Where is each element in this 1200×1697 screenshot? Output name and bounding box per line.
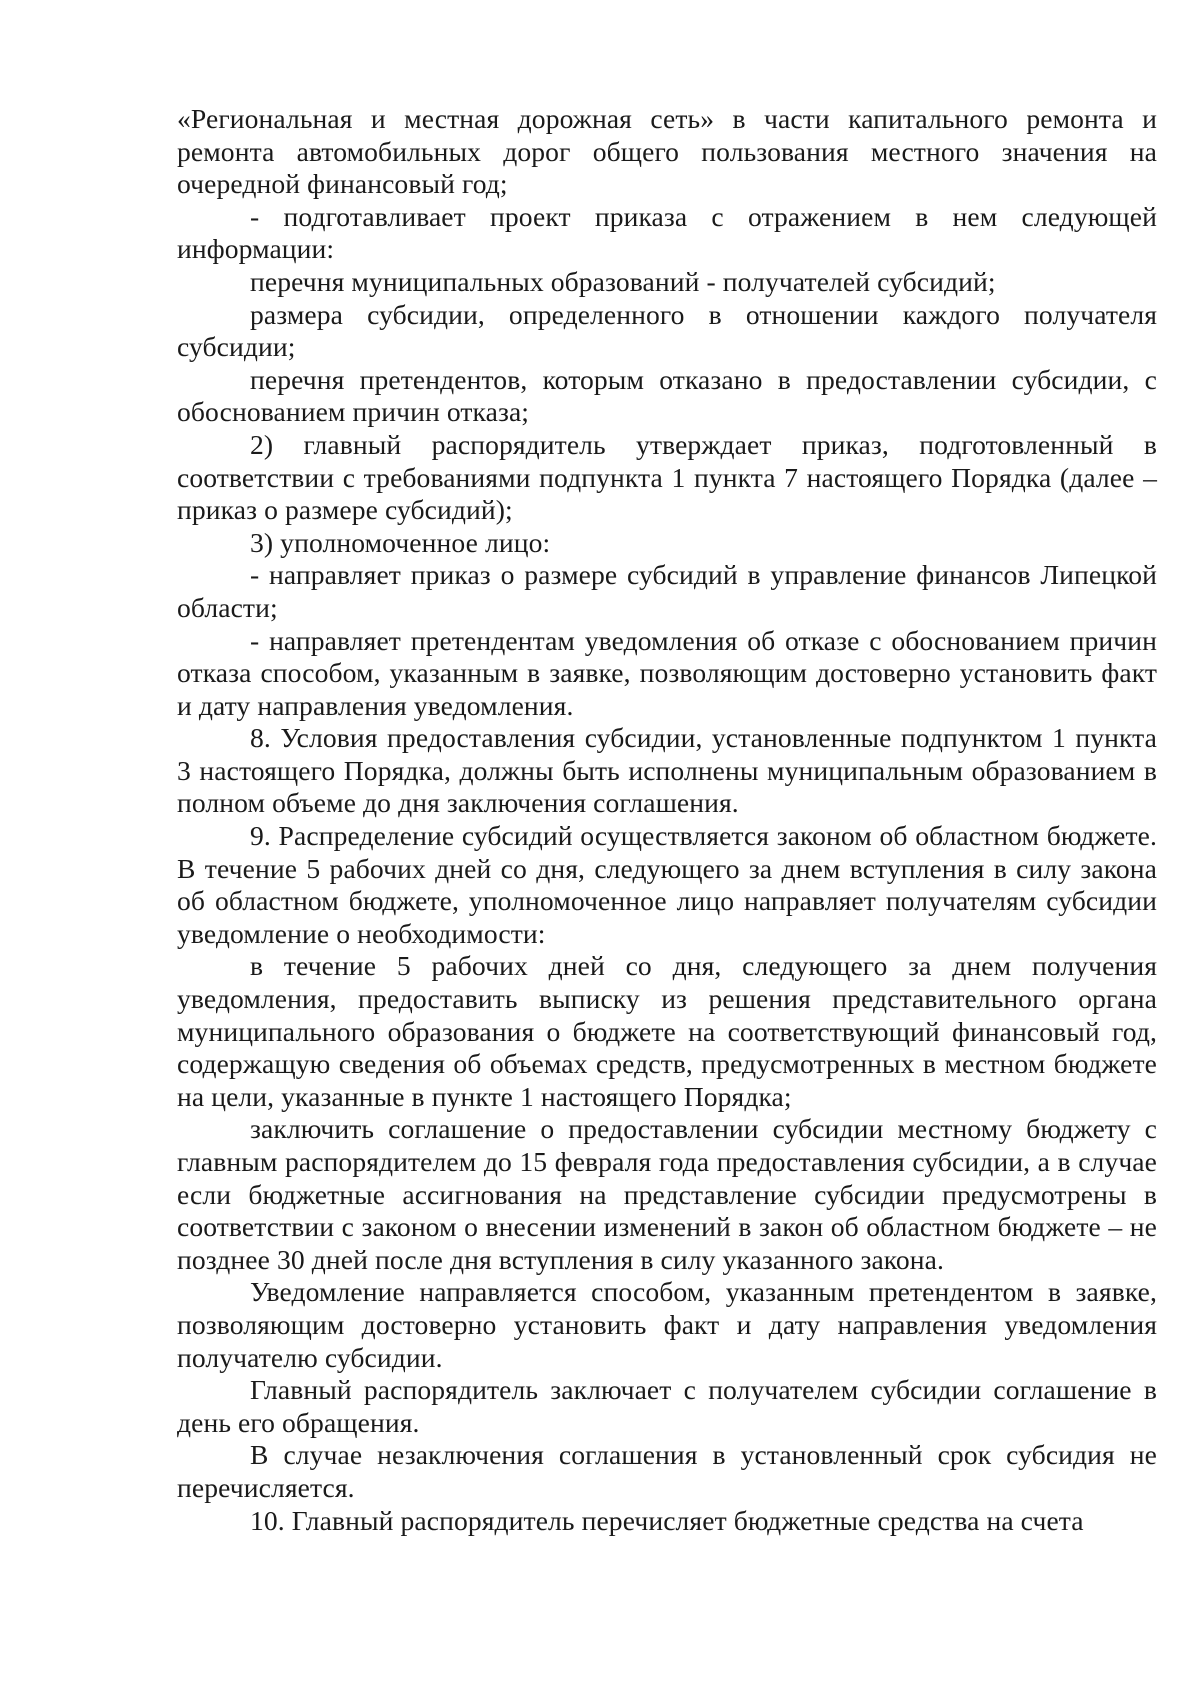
paragraph-agreement-day: Главный распорядитель заключает с получателем субсидии соглашение в день его обращения.	[177, 1374, 1157, 1438]
paragraph-subsidy-size: размера субсидии, определенного в отношении каждого получателя субсидии;	[177, 298, 1157, 363]
paragraph-clause-9: 9. Распределение субсидий осуществляется законом об областном бюджете. В течение 5 рабочих дней со дня, следующего за днем вступления в силу закона об областном бюджете, уполномоченное лицо направляет получателям субсидии уведомление о необходимости:	[177, 820, 1157, 949]
paragraph-notification-method: Уведомление направляется способом, указанным претендентом в заявке, позволяющим достоверно установить факт и дату направления уведомления получателю субсидии.	[177, 1276, 1157, 1373]
paragraph-item-3: 3) уполномоченное лицо:	[250, 526, 551, 558]
paragraph-clause-10: 10. Главный распорядитель перечисляет бюджетные средства на счета	[250, 1504, 1084, 1536]
paragraph-refused-applicants: перечня претендентов, которым отказано в предоставлении субсидии, с обоснованием причин отказа;	[177, 363, 1157, 428]
paragraph-sends-refusals: - направляет претендентам уведомления об отказе с обоснованием причин отказа способом, указанным в заявке, позволяющим достоверно установить факт и дату направления уведомления.	[177, 624, 1157, 721]
paragraph-item-2: 2) главный распорядитель утверждает приказ, подготовленный в соответствии с требованиями подпункта 1 пункта 7 настоящего Порядка (далее – приказ о размере субсидий);	[177, 428, 1157, 526]
paragraph-no-transfer: В случае незаключения соглашения в установленный срок субсидия не перечисляется.	[177, 1439, 1157, 1503]
paragraph-prepares-draft: - подготавливает проект приказа с отражением в нем следующей информации:	[177, 200, 1157, 265]
paragraph-provide-extract: в течение 5 рабочих дней со дня, следующего за днем получения уведомления, предоставить выписку из решения представительного органа муниципального образования о бюджете на соответствующий финансовый год, содержащую сведения об объемах средств, предусмотренных в местном бюджете на цели, указанные в пункте 1 настоящего Порядка;	[177, 950, 1157, 1112]
paragraph-clause-8: 8. Условия предоставления субсидии, установленные подпунктом 1 пункта 3 настоящего Порядка, должны быть исполнены муниципальным образованием в полном объеме до дня заключения соглашения.	[177, 722, 1157, 819]
paragraph-sends-order: - направляет приказ о размере субсидий в управление финансов Липецкой области;	[177, 559, 1157, 623]
paragraph-continuation: «Региональная и местная дорожная сеть» в части капитального ремонта и ремонта автомобильных дорог общего пользования местного значения на очередной финансовый год;	[177, 103, 1157, 200]
paragraph-list-municipalities: перечня муниципальных образований - получателей субсидий;	[250, 265, 996, 297]
document-body	[177, 103, 1157, 1537]
paragraph-conclude-agreement: заключить соглашение о предоставлении субсидии местному бюджету с главным распорядителем до 15 февраля года предоставления субсидии, а в случае если бюджетные ассигнования на представление субсидии предусмотрены в соответствии с законом о внесении изменений в закон об областном бюджете – не позднее 30 дней после дня вступления в силу указанного закона.	[177, 1113, 1157, 1275]
